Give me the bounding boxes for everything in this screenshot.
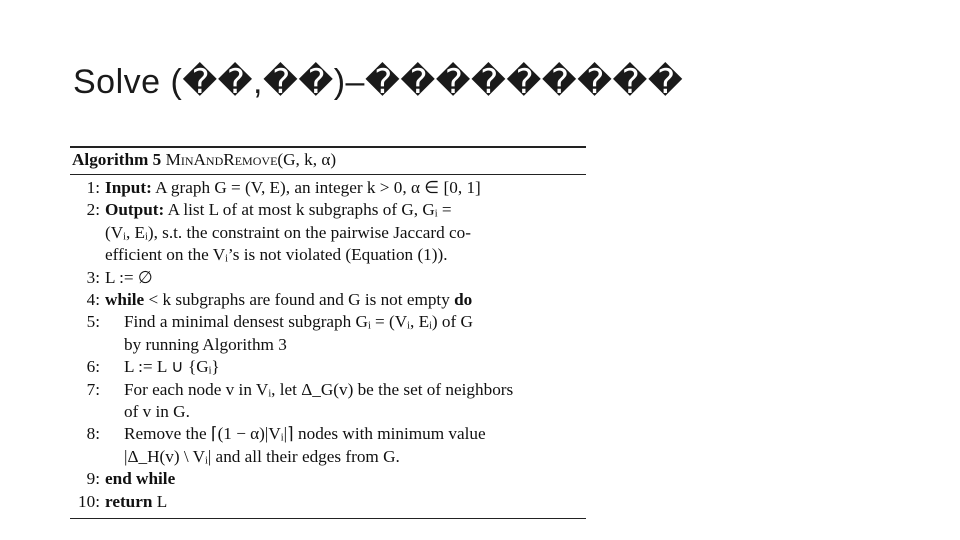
line-text: L := L ∪ {Gᵢ} — [124, 357, 220, 377]
algorithm-box — [70, 146, 586, 519]
line-number: 3: — [86, 267, 100, 287]
line-number: 10: — [78, 491, 100, 511]
line-keyword: while — [105, 290, 145, 309]
algorithm-line — [70, 199, 452, 221]
line-number: 9: — [86, 469, 100, 489]
line-text: < k subgraphs are found and G is not empty — [144, 290, 455, 309]
line-text: efficient on the Vᵢ’s is not violated (Equation (1)). — [105, 245, 448, 265]
line-text: (Vᵢ, Eᵢ), s.t. the constraint on the pairwise Jaccard co- — [105, 222, 471, 242]
line-keyword: end while — [105, 469, 176, 489]
line-text: L := ∅ — [105, 267, 153, 287]
line-text: For each node v in Vᵢ, let Δ_G(v) be the set of neighbors — [124, 379, 514, 399]
bottom-rule — [70, 518, 586, 520]
line-number: 4: — [86, 290, 100, 309]
line-number: 1: — [86, 178, 100, 197]
line-text: Find a minimal densest subgraph Gᵢ = (Vᵢ, Eᵢ) of G — [124, 312, 473, 332]
algorithm-line — [70, 379, 513, 401]
algorithm-label: Algorithm 5 — [72, 150, 162, 169]
line-number: 2: — [86, 200, 100, 220]
top-rule — [70, 146, 586, 148]
line-keyword: do — [454, 290, 473, 309]
algorithm-params: (G, k, α) — [277, 150, 337, 169]
algorithm-line — [70, 356, 220, 378]
algorithm-line — [70, 222, 471, 244]
line-text: A list L of at most k subgraphs of G, Gᵢ = — [164, 200, 452, 220]
line-text: by running Algorithm 3 — [124, 334, 287, 354]
line-text: L — [152, 491, 168, 511]
algorithm-line — [70, 423, 486, 445]
mid-rule — [70, 174, 586, 175]
line-number: 6: — [86, 357, 100, 377]
algorithm-line — [70, 491, 167, 513]
algorithm-caption — [72, 150, 336, 170]
slide-title: Solve (��,��)–��������� — [73, 63, 684, 101]
algorithm-line — [70, 401, 190, 423]
algorithm-line — [70, 177, 481, 199]
line-text: of v in G. — [124, 402, 190, 421]
line-number: 8: — [86, 424, 100, 444]
line-number: 7: — [86, 379, 100, 399]
algorithm-line — [70, 334, 287, 356]
algorithm-name: MinAndRemove — [165, 150, 278, 169]
line-keyword: Input: — [105, 178, 152, 197]
algorithm-line — [70, 468, 175, 490]
algorithm-line — [70, 267, 153, 289]
line-text: |Δ_H(v) \ Vᵢ| and all their edges from G. — [124, 446, 400, 466]
line-keyword: Output: — [105, 200, 165, 220]
algorithm-line — [70, 311, 473, 333]
line-keyword: return — [105, 491, 153, 511]
algorithm-line — [70, 289, 472, 311]
algorithm-line — [70, 244, 448, 266]
line-text: A graph G = (V, E), an integer k > 0, α ∈ [0, 1] — [151, 178, 481, 197]
algorithm-line — [70, 446, 400, 468]
line-text: Remove the ⌈(1 − α)|Vᵢ|⌉ nodes with minimum value — [124, 424, 486, 444]
line-number: 5: — [86, 312, 100, 332]
